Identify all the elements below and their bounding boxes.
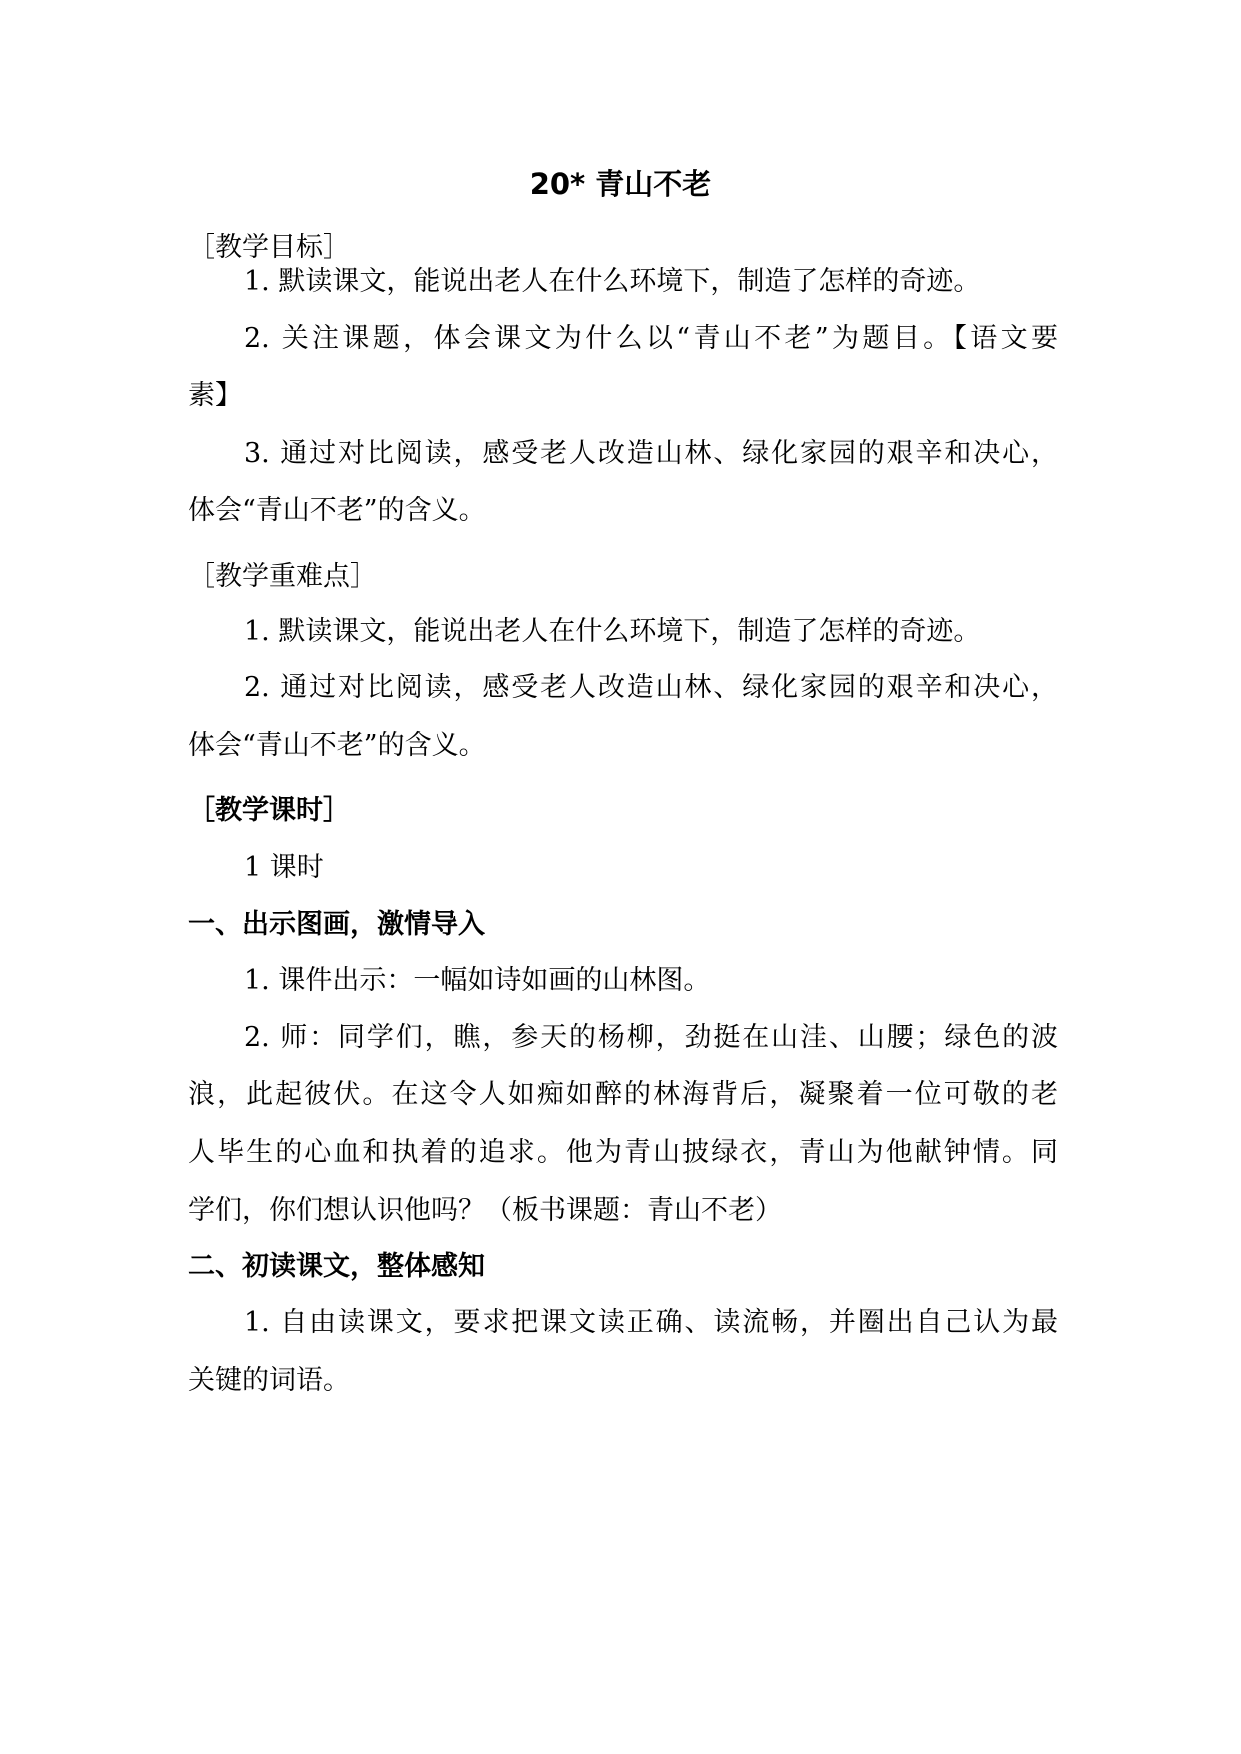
section-heading-periods: ［教学课时］	[188, 795, 350, 826]
part2-item-1-line-1: 1. 自由读课文，要求把课文读正确、读流畅，并圈出自己认为最	[244, 1307, 1058, 1338]
part1-item-1: 1. 课件出示：一幅如诗如画的山林图。	[244, 965, 711, 996]
section-heading-key-points: ［教学重难点］	[188, 561, 377, 592]
objective-2-line-1: 2. 关注课题，体会课文为什么以“青山不老”为题目。【语文要	[244, 323, 1058, 354]
part1-item-2-line-3: 人毕生的心血和执着的追求。他为青山披绿衣，青山为他献钟情。同	[188, 1137, 1058, 1168]
part2-item-1-line-2: 关键的词语。	[188, 1365, 350, 1396]
objective-3-line-2: 体会“青山不老”的含义。	[188, 495, 486, 526]
part2-heading: 二、初读课文，整体感知	[188, 1251, 485, 1282]
document-title: 20* 青山不老	[529, 167, 712, 201]
section-heading-objectives: ［教学目标］	[188, 232, 350, 263]
periods-value: 1 课时	[244, 852, 324, 883]
part1-item-2-line-4: 学们，你们想认识他吗？（板书课题：青山不老）	[188, 1195, 782, 1226]
key-point-2-line-2: 体会“青山不老”的含义。	[188, 730, 486, 761]
key-point-1: 1. 默读课文，能说出老人在什么环境下，制造了怎样的奇迹。	[244, 616, 981, 647]
key-point-2-line-1: 2. 通过对比阅读，感受老人改造山林、绿化家园的艰辛和决心，	[244, 672, 1058, 703]
part1-item-2-line-2: 浪，此起彼伏。在这令人如痴如醉的林海背后，凝聚着一位可敬的老	[188, 1079, 1058, 1110]
part1-item-2-line-1: 2. 师：同学们，瞧，参天的杨柳，劲挺在山洼、山腰；绿色的波	[244, 1022, 1058, 1053]
objective-2-line-2: 素】	[188, 380, 242, 411]
part1-heading: 一、出示图画，激情导入	[188, 909, 485, 940]
objective-3-line-1: 3. 通过对比阅读，感受老人改造山林、绿化家园的艰辛和决心，	[244, 438, 1058, 469]
objective-1: 1. 默读课文，能说出老人在什么环境下，制造了怎样的奇迹。	[244, 266, 981, 297]
